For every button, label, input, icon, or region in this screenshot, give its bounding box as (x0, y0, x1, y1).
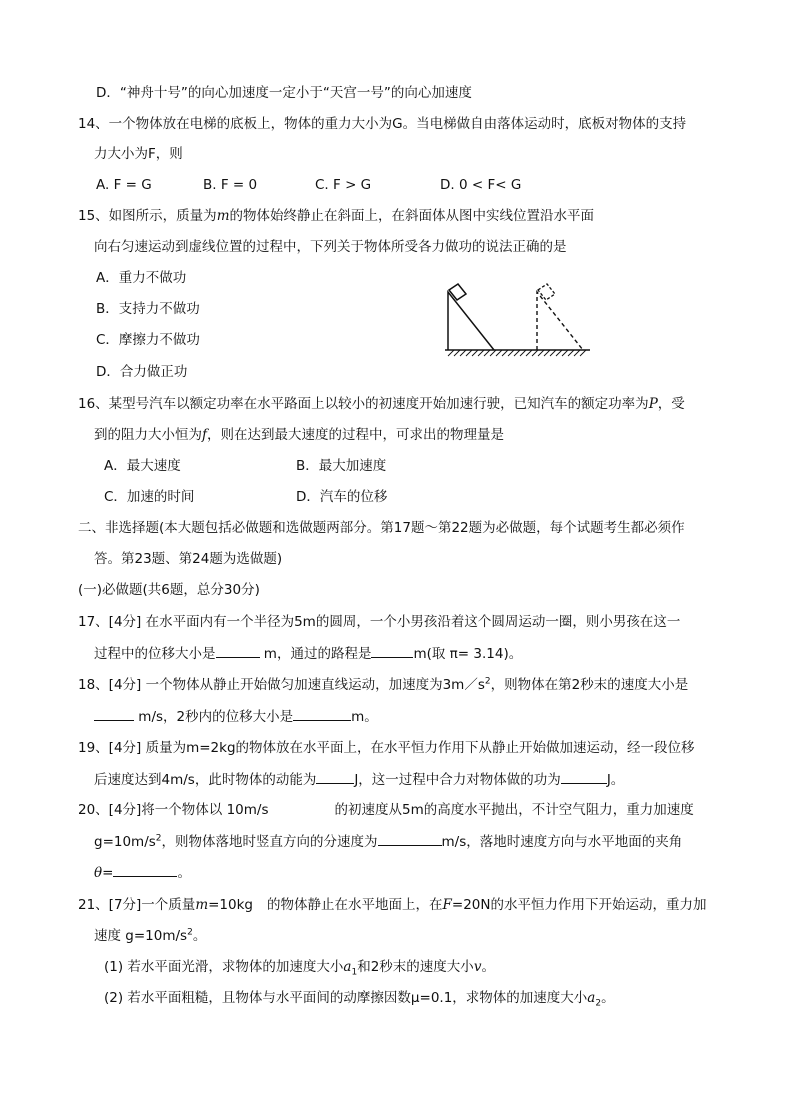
section2-heading-line2: 答。第23题、第24题为选做题) (94, 551, 283, 567)
q21-part1: (1) 若水平面光滑，求物体的加速度大小$a_1$和2秒末的速度大小v。 (104, 959, 495, 978)
q15-stem-line2: 向右匀速运动到虚线位置的过程中，下列关于物体所受各力做功的说法正确的是 (94, 239, 567, 255)
q16-option-d: D．汽车的位移 (296, 489, 388, 505)
q19-blank-kinetic-energy[interactable] (316, 769, 354, 784)
q15-option-d: D．合力做正功 (96, 364, 188, 380)
q18-stem-line2: m/s，2秒内的位移大小是 m。 (94, 706, 378, 727)
q15-option-b: B．支持力不做功 (96, 301, 200, 317)
q19-blank-work[interactable] (561, 769, 607, 784)
q17-stem-line2: 过程中的位移大小是 m，通过的路程是 m(取 π= 3.14)。 (94, 643, 522, 664)
q14-stem-line1: 14、一个物体放在电梯的底板上，物体的重力大小为G。当电梯做自由落体运动时，底板对物体的支持 (78, 116, 687, 132)
q14-stem-line2: 力大小为F，则 (94, 146, 183, 162)
q15-option-c: C．摩擦力不做功 (96, 332, 200, 348)
section2-heading-line1: 二、非选择题(本大题包括必做题和选做题两部分。第17题～第22题为必做题，每个试题考生都必须作 (78, 520, 685, 536)
incline-figure (440, 282, 595, 358)
q17-blank-distance[interactable] (371, 643, 413, 658)
q17-stem-line1: 17、[4分] 在水平面内有一个半径为5m的圆周，一个小男孩沿着这个圆周运动一圈，则小男孩在这一 (78, 614, 681, 630)
q17-blank-displacement[interactable] (216, 643, 260, 658)
q14-option-a: A. F = G (96, 177, 152, 193)
q16-option-c: C．加速的时间 (104, 489, 195, 505)
q21-stem-line1: 21、[7分]一个质量m=10kg 的物体静止在水平地面上，在F=20N的水平恒力作用下开始运动，重力加 (78, 897, 707, 913)
q13-option-d: D．“神舟十号”的向心加速度一定小于“天宫一号”的向心加速度 (96, 85, 472, 101)
q16-option-a: A．最大速度 (104, 458, 181, 474)
q14-option-c: C. F > G (315, 177, 372, 193)
q18-blank-velocity[interactable] (94, 706, 134, 721)
section2-subheading: (一)必做题(共6题，总分30分) (78, 582, 260, 598)
q14-option-b: B. F = 0 (203, 177, 258, 193)
q21-part2: (2) 若水平面粗糙，且物体与水平面间的动摩擦因数μ=0.1，求物体的加速度大小$a_2$。 (104, 990, 615, 1009)
q20-stem-line3: θ= 。 (94, 862, 191, 883)
q15-stem-line1: 15、如图所示，质量为m的物体始终静止在斜面上，在斜面体从图中实线位置沿水平面 (78, 208, 594, 224)
q16-stem-line1: 16、某型号汽车以额定功率在水平路面上以较小的初速度开始加速行驶，已知汽车的额定功率为P，受 (78, 396, 685, 412)
q16-option-b: B．最大加速度 (296, 458, 387, 474)
q20-blank-angle[interactable] (113, 862, 177, 877)
q20-blank-vertical-velocity[interactable] (378, 831, 442, 846)
q14-option-d: D. 0 < F< G (440, 177, 522, 193)
q19-stem-line2: 后速度达到4m/s，此时物体的动能为 J，这一过程中合力对物体做的功为 J。 (94, 769, 624, 790)
q20-stem-line2: $g=10m/s^2$，则物体落地时竖直方向的分速度为 m/s，落地时速度方向与水平地面的夹角 (94, 831, 682, 852)
q18-blank-displacement[interactable] (293, 706, 351, 721)
q15-option-a: A．重力不做功 (96, 270, 187, 286)
q19-stem-line1: 19、[4分] 质量为m=2kg的物体放在水平面上，在水平恒力作用下从静止开始做加速运动，经一段位移 (78, 740, 695, 756)
q21-stem-line2: 速度 $g=10m/s^2$。 (94, 927, 207, 944)
q16-stem-line2: 到的阻力大小恒为f，则在达到最大速度的过程中，可求出的物理量是 (94, 427, 504, 443)
q20-stem-line1: 20、[4分]将一个物体以 10m/s 的初速度从5m的高度水平抛出，不计空气阻力，重力加速度 (78, 802, 694, 818)
q18-stem-line1: 18、[4分] 一个物体从静止开始做匀加速直线运动，加速度为$3m/s^2$，则物体在第2秒末的速度大小是 (78, 676, 689, 693)
